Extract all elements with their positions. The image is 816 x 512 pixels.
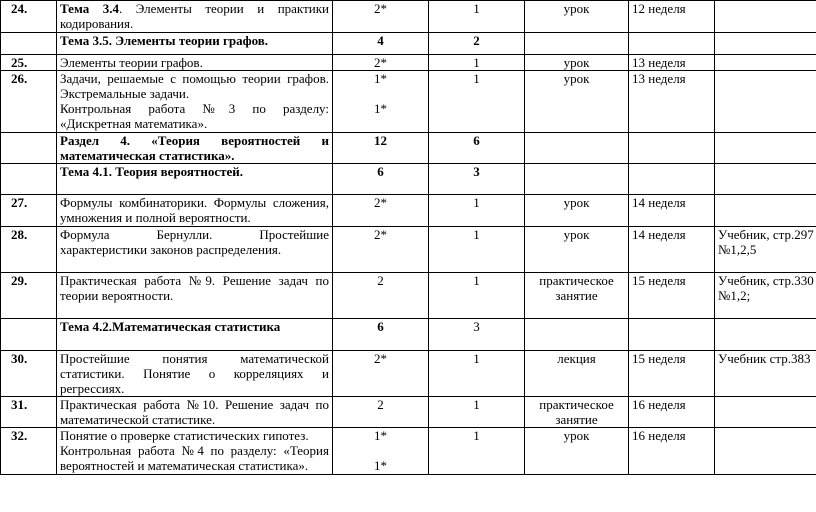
row-number: 30. <box>1 351 57 397</box>
lesson-type: лекция <box>525 351 629 397</box>
lesson-type: урок <box>525 195 629 227</box>
week-cell: 14 неделя <box>629 195 715 227</box>
section-count: 2 <box>429 33 525 55</box>
hours-cell: 2* <box>333 1 429 33</box>
week-cell: 13 неделя <box>629 71 715 133</box>
hours-cell: 1* 1* <box>333 428 429 475</box>
count-cell: 1 <box>429 55 525 71</box>
section-hours: 12 <box>333 133 429 164</box>
count-cell: 1 <box>429 428 525 475</box>
section-count: 3 <box>429 319 525 351</box>
empty-number-cell <box>1 133 57 164</box>
section-row <box>1 33 816 55</box>
hours-cell: 2 <box>333 273 429 319</box>
lesson-title: Формула Бернулли. Простейшие характеристики законов распределения. <box>57 227 333 273</box>
section-title: Раздел 4. «Теория вероятностей и математическая статистика». <box>57 133 333 164</box>
row-number: 28. <box>1 227 57 273</box>
empty-cell <box>525 319 629 351</box>
empty-number-cell <box>1 164 57 195</box>
empty-number-cell <box>1 319 57 351</box>
count-cell: 1 <box>429 273 525 319</box>
empty-cell <box>525 164 629 195</box>
row-number: 31. <box>1 397 57 428</box>
lesson-type: урок <box>525 55 629 71</box>
table-row <box>1 428 816 475</box>
reference-cell <box>715 428 816 475</box>
lesson-type: урок <box>525 1 629 33</box>
empty-cell <box>629 133 715 164</box>
empty-cell <box>715 33 816 55</box>
section-row <box>1 133 816 164</box>
section-count: 6 <box>429 133 525 164</box>
row-number: 29. <box>1 273 57 319</box>
section-hours: 6 <box>333 319 429 351</box>
week-cell: 12 неделя <box>629 1 715 33</box>
week-cell: 16 неделя <box>629 397 715 428</box>
reference-cell <box>715 195 816 227</box>
section-row <box>1 164 816 195</box>
reference-cell <box>715 1 816 33</box>
count-cell: 1 <box>429 351 525 397</box>
week-cell: 15 неделя <box>629 351 715 397</box>
row-number: 32. <box>1 428 57 475</box>
row-number: 24. <box>1 1 57 33</box>
empty-cell <box>715 319 816 351</box>
table-row <box>1 273 816 319</box>
lesson-title: Простейшие понятия математической статистики. Понятие о корреляциях и регрессиях. <box>57 351 333 397</box>
lesson-title: Практическая работа №9. Решение задач по теории вероятности. <box>57 273 333 319</box>
hours-cell: 2 <box>333 397 429 428</box>
count-cell: 1 <box>429 397 525 428</box>
table-row <box>1 397 816 428</box>
empty-cell <box>525 33 629 55</box>
week-cell: 15 неделя <box>629 273 715 319</box>
empty-cell <box>715 164 816 195</box>
lesson-title: Задачи, решаемые с помощью теории графов. Экстремальные задачи. Контрольная работа №3 по разделу: «Дискретная математика». <box>57 71 333 133</box>
section-hours: 6 <box>333 164 429 195</box>
hours-cell: 2* <box>333 195 429 227</box>
lesson-title: Тема 3.4. Элементы теории и практики кодирования. <box>57 1 333 33</box>
empty-cell <box>629 319 715 351</box>
lesson-title: Практическая работа №10. Решение задач по математической статистике. <box>57 397 333 428</box>
reference-cell <box>715 55 816 71</box>
hours-cell: 2* <box>333 351 429 397</box>
table-row <box>1 55 816 71</box>
section-title: Тема 4.2.Математическая статистика <box>57 319 333 351</box>
table-row <box>1 71 816 133</box>
lesson-title: Понятие о проверке статистических гипотез. Контрольная работа №4 по разделу: «Теория вероятностей и математическая статистика». <box>57 428 333 475</box>
lesson-type: урок <box>525 428 629 475</box>
lesson-title: Элементы теории графов. <box>57 55 333 71</box>
count-cell: 1 <box>429 195 525 227</box>
empty-cell <box>525 133 629 164</box>
week-cell: 14 неделя <box>629 227 715 273</box>
empty-cell <box>629 33 715 55</box>
week-cell: 16 неделя <box>629 428 715 475</box>
row-number: 26. <box>1 71 57 133</box>
lesson-type: практическое занятие <box>525 273 629 319</box>
lesson-title: Формулы комбинаторики. Формулы сложения, умножения и полной вероятности. <box>57 195 333 227</box>
lesson-type: урок <box>525 71 629 133</box>
empty-number-cell <box>1 33 57 55</box>
table-row <box>1 227 816 273</box>
count-cell: 1 <box>429 1 525 33</box>
section-hours: 4 <box>333 33 429 55</box>
reference-cell: Учебник, стр.297 №1,2,5 <box>715 227 816 273</box>
section-row <box>1 319 816 351</box>
section-title: Тема 3.5. Элементы теории графов. <box>57 33 333 55</box>
section-title: Тема 4.1. Теория вероятностей. <box>57 164 333 195</box>
reference-cell: Учебник стр.383 <box>715 351 816 397</box>
table-row <box>1 351 816 397</box>
row-number: 27. <box>1 195 57 227</box>
table-row <box>1 1 816 33</box>
reference-cell: Учебник, стр.330 №1,2; <box>715 273 816 319</box>
lesson-type: практическое занятие <box>525 397 629 428</box>
lesson-type: урок <box>525 227 629 273</box>
week-cell: 13 неделя <box>629 55 715 71</box>
reference-cell <box>715 397 816 428</box>
hours-cell: 2* <box>333 55 429 71</box>
table-row <box>1 195 816 227</box>
section-count: 3 <box>429 164 525 195</box>
count-cell: 1 <box>429 227 525 273</box>
hours-cell: 2* <box>333 227 429 273</box>
empty-cell <box>715 133 816 164</box>
row-number: 25. <box>1 55 57 71</box>
empty-cell <box>629 164 715 195</box>
reference-cell <box>715 71 816 133</box>
count-cell: 1 <box>429 71 525 133</box>
hours-cell: 1* 1* <box>333 71 429 133</box>
